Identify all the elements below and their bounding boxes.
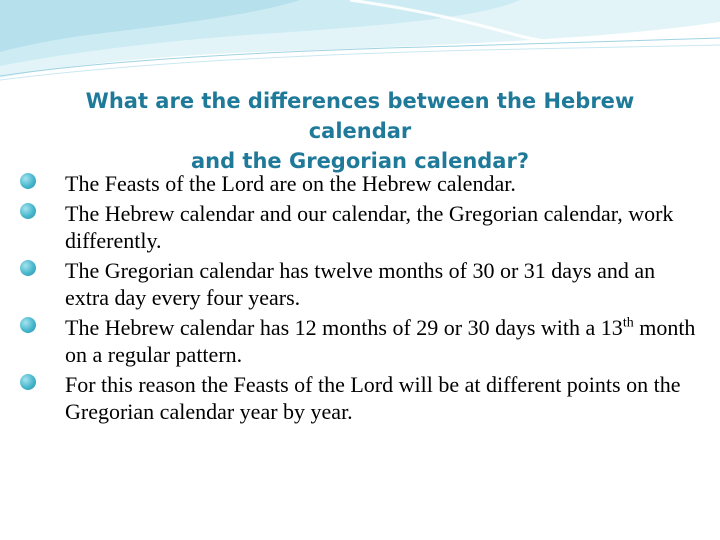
slide-title [60, 86, 660, 176]
bullet-text [65, 314, 700, 368]
bullet-item [20, 170, 700, 197]
bullet-text: The Hebrew calendar and our calendar, the Gregorian calendar, work differently. [65, 201, 674, 253]
slide-title-line: and the Gregorian calendar? [190, 149, 530, 173]
bullet-text: The Gregorian calendar has twelve months of 30 or 31 days and an extra day every four years. [65, 258, 656, 310]
bullet-icon [20, 374, 36, 390]
bullet-text: For this reason the Feasts of the Lord will be at different points on the Gregorian calendar year by year. [65, 372, 681, 424]
bullet-item [20, 314, 700, 368]
slide-title-line: calendar [308, 119, 412, 143]
bullet-item [20, 257, 700, 311]
ordinal-superscript: th [622, 315, 634, 331]
bullet-item [20, 371, 700, 425]
bullet-list [20, 170, 700, 428]
bullet-icon [20, 260, 36, 276]
bullet-text-part: month on a regular pattern. [65, 315, 696, 367]
header-wave-decoration [0, 0, 720, 90]
bullet-item [20, 200, 700, 254]
bullet-text: The Feasts of the Lord are on the Hebrew calendar. [65, 171, 516, 196]
slide-title-line: What are the differences between the Hebrew [85, 89, 635, 113]
bullet-icon [20, 173, 36, 189]
bullet-icon [20, 317, 36, 333]
bullet-text-part: The Hebrew calendar has 12 months of 29 or 30 days with a 13 [65, 315, 623, 340]
bullet-icon [20, 203, 36, 219]
